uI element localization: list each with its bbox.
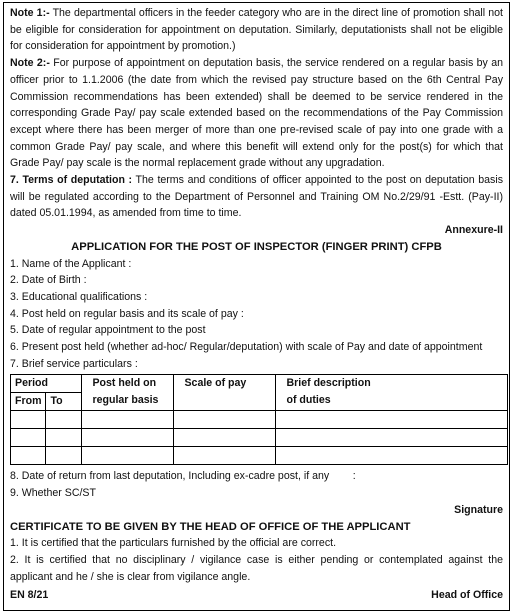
field-item: 3. Educational qualifications : <box>10 290 148 303</box>
terms-of-deputation <box>10 172 503 222</box>
table-cell[interactable] <box>11 429 46 447</box>
header-from: From <box>11 393 46 411</box>
table-cell[interactable] <box>82 429 174 447</box>
table-cell[interactable] <box>82 447 174 465</box>
application-fields <box>10 256 503 373</box>
field-item: 7. Brief service particulars : <box>10 357 138 370</box>
table-row <box>11 447 508 465</box>
note-1-label: Note 1:- <box>10 7 50 19</box>
table-cell[interactable] <box>46 429 82 447</box>
document-page <box>3 2 510 611</box>
terms-text: The terms and conditions of officer appointed to the post on deputation basis will be regulated according to the Department of Personnel and Training OM No.2/29/91 -Estt. (Pay-II) dated 05.01.1994, as amended from time to time. <box>10 174 503 220</box>
header-to: To <box>46 393 82 411</box>
certificate-item: 2. It is certified that no disciplinary / vigilance case is either pending or contemplated against the applicant and he / she is clear from vigilance angle. <box>10 553 503 583</box>
table-cell[interactable] <box>174 429 276 447</box>
table-cell[interactable] <box>174 447 276 465</box>
field-item: 9. Whether SC/ST <box>10 487 96 500</box>
header-period: Period <box>11 375 82 393</box>
annexure-label: Annexure-II <box>444 224 503 237</box>
table-cell[interactable] <box>174 411 276 429</box>
document-code: EN 8/21 <box>10 589 49 602</box>
table-cell[interactable] <box>82 411 174 429</box>
certificate-title: CERTIFICATE TO BE GIVEN BY THE HEAD OF OFFICE OF THE APPLICANT <box>10 520 411 533</box>
field-item: 8. Date of return from last deputation, Including ex-cadre post, if any : <box>10 470 356 483</box>
table-header-row <box>11 375 508 393</box>
table-cell[interactable] <box>46 447 82 465</box>
field-item: 1. Name of the Applicant : <box>10 257 132 270</box>
table-cell[interactable] <box>11 447 46 465</box>
certificate-item: 1. It is certified that the particulars furnished by the official are correct. <box>10 537 337 550</box>
application-fields-continued <box>10 468 503 501</box>
header-post-held-line1: Post held on <box>92 377 157 390</box>
field-item: 2. Date of Birth : <box>10 274 87 287</box>
table-cell[interactable] <box>276 447 508 465</box>
note-1-text: The departmental officers in the feeder category who are in the direct line of promotion shall not be eligible for consideration for appointment on deputation. Similarly, deputationists shall not be eligible for consideration for appointment by promotion.) <box>10 7 503 53</box>
header-post-held-line2: regular basis <box>92 394 159 407</box>
table-cell[interactable] <box>11 411 46 429</box>
table-cell[interactable] <box>46 411 82 429</box>
field-item: 4. Post held on regular basis and its scale of pay : <box>10 307 244 320</box>
header-post-held <box>82 375 174 411</box>
footer <box>10 587 503 604</box>
head-of-office-label: Head of Office <box>431 589 503 602</box>
table-cell[interactable] <box>276 411 508 429</box>
note-2 <box>10 55 503 172</box>
header-brief-line2: of duties <box>286 394 331 407</box>
header-brief-line1: Brief description <box>286 377 371 390</box>
table-cell[interactable] <box>276 429 508 447</box>
field-item: 5. Date of regular appointment to the post <box>10 324 206 337</box>
field-item: 6. Present post held (whether ad-hoc/ Regular/deputation) with scale of Pay and date of appointment <box>10 341 483 354</box>
header-brief <box>276 375 508 411</box>
note-2-label: Note 2:- <box>10 57 50 70</box>
signature-label: Signature <box>454 503 503 516</box>
header-scale: Scale of pay <box>174 375 276 411</box>
terms-label: 7. Terms of deputation : <box>10 174 133 187</box>
table-row <box>11 411 508 429</box>
note-2-text: For purpose of appointment on deputation basis, the service rendered on a regular basis by an officer prior to 1.1.2006 (the date from which the revised pay structure based on the 6th Central Pay Commission recommendations has been extended) shall be deemed to be service rendered in the corresponding Grade Pay/ pay scale extended based on the recommendations of the Pay Commission except where there has been merger of more than one pre-revised scale of pay into one grade with a common Grade Pay/ pay scale, and where this benefit will extend only for the post(s) for which that Grade Pay/ pay scale is the normal replacement grade without any upgradation. <box>10 57 503 170</box>
service-particulars-table <box>10 374 508 465</box>
note-1 <box>10 5 503 55</box>
application-title: APPLICATION FOR THE POST OF INSPECTOR (FINGER PRINT) CFPB <box>71 240 442 253</box>
table-row <box>11 429 508 447</box>
